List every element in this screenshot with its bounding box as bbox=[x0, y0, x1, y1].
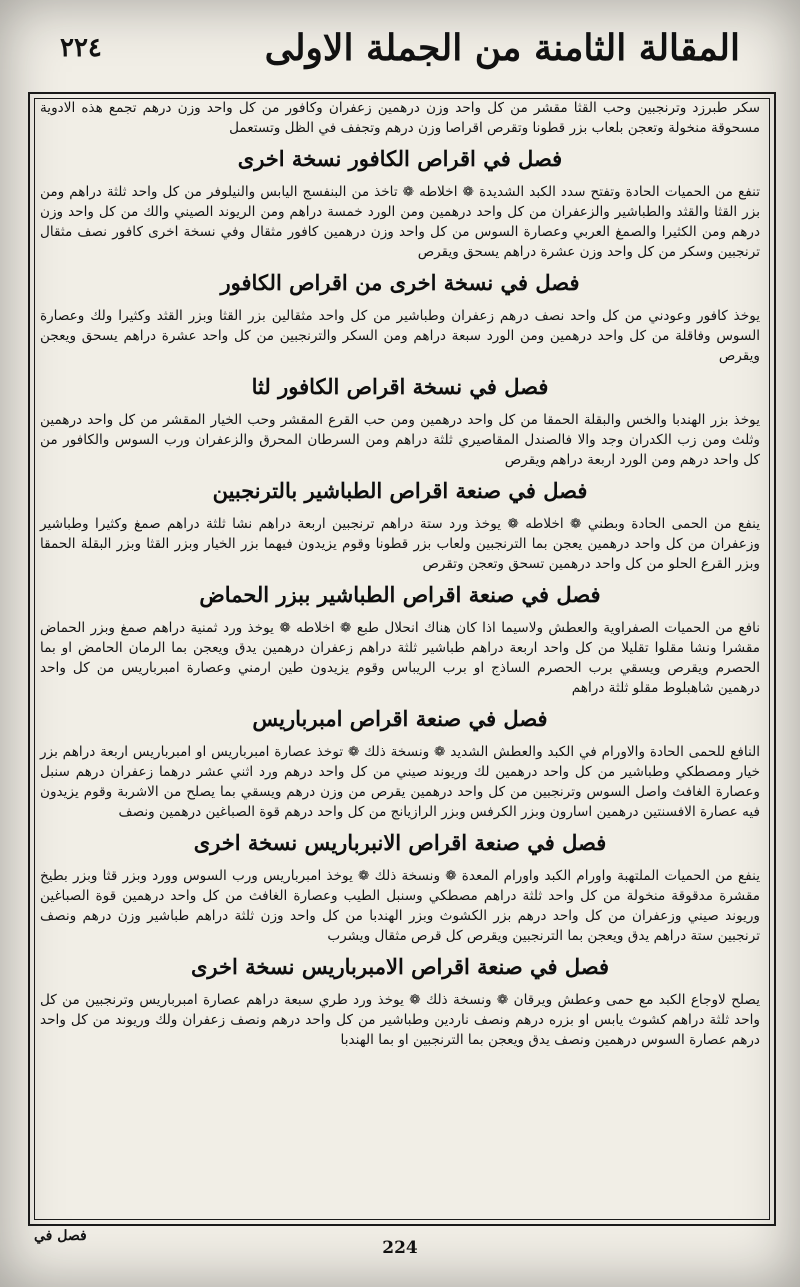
section-heading: فصل في صنعة اقراص امبرباريس bbox=[252, 706, 548, 731]
section-heading: فصل في اقراص الكافور نسخة اخرى bbox=[237, 146, 563, 171]
body-paragraph: سكر طبرزد وترنجبين وحب القثا مقشر من كل واحد وزن درهمين زعفران وكافور من كل واحد وزن درهم تجمع هذه الادوية مسحوقة منخولة وتعجن بلعاب بزر قطونا وتقرص اقراصا وزن درهم وتجفف في الظل وتستعمل bbox=[40, 100, 760, 136]
body-paragraph: ينفع من الحميات الملتهبة واورام الكبد واورام المعدة ❁ ونسخة ذلك ❁ يوخذ امبرباريس ورب السوس وورد وبزر قثا وبزر بطيخ مقشرة مدقوقة منخولة من كل واحد ثلثة دراهم مصطكي وسنبل الطيب وعصارة الغافث من كل واحد درهمين قوة الصباغين وريوند صيني وزعفران من كل واحد درهم بزر الكشوث وبزر الهندبا من كل واحد وزن ثلثة دراهم طباشير وزن درهم ونصف ترنجبين ستة دراهم يدق ويعجن بما الترنجبين ويقرص كل قرص مثقال ويشرب bbox=[40, 868, 760, 944]
chapter-title: المقالة الثامنة من الجملة الاولى bbox=[264, 27, 740, 69]
body-paragraph: ينفع من الحمى الحادة وبطني ❁ اخلاطه ❁ يوخذ ورد ستة دراهم ترنجبين اربعة دراهم نشا ثلثة دراهم صمغ وكثيرا وطباشير وزعفران من كل واحد درهمين يعجن بما الترنجبين ولعاب بزر قطونا وقوم يزيدون فيهما بزر الخيار وبزر القثا وبزر البقلة الحمقا وبزر القرع الحلو من كل واحد درهمين تسحق وتعجن وتقرص bbox=[40, 516, 760, 572]
body-paragraph: يصلح لاوجاع الكبد مع حمى وعطش ويرقان ❁ ونسخة ذلك ❁ يوخذ ورد طري سبعة دراهم عصارة امبرباريس وترنجبين من كل واحد ثلثة دراهم كشوث يابس او بزره درهم ونصف ناردين وطباشير من كل واحد درهم ونصف زعفران ولك وريوند من كل واحد درهم عصارة السوس درهمين ونصف يدق ويعجن بما الترنجبين او بما الهندبا bbox=[40, 992, 760, 1048]
body-paragraph: يوخذ كافور وعودني من كل واحد نصف درهم زعفران وطباشير من كل واحد مثقالين بزر القثا وبزر القثد وكثيرا ولك وعصارة السوس وفاقلة من كل واحد درهمين ومن الورد سبعة دراهم ومن السكر والترنجبين من كل واحد عشرة دراهم يسحق ويعجن ويقرص bbox=[40, 308, 760, 364]
page-body bbox=[40, 98, 760, 1208]
body-paragraph: يوخذ بزر الهندبا والخس والبقلة الحمقا من كل واحد درهمين ومن حب القرع المقشر وحب الخيار المقشر من كل واحد درهمين وثلث ومن زب الكدران وجد والا فالصندل المقاصيري ثلثة دراهم ومن السرطان المحرق والزعفران ورب السوس والكافور من كل واحد درهم ومن الورد اربعة دراهم ويقرص bbox=[40, 412, 760, 468]
section-heading: فصل في نسخة اقراص الكافور لثا bbox=[251, 374, 549, 399]
body-paragraph: تنفع من الحميات الحادة وتفتح سدد الكبد الشديدة ❁ اخلاطه ❁ تاخذ من البنفسج اليابس والنيلوفر من كل واحد ثلثة دراهم ومن بزر القثا والقثد والطباشير والزعفران من كل واحد درهمين ومن الورد خمسة دراهم ومن الريوند الصيني والك من كل واحد وزن درهم ومن الكثيرا والصمغ العربي وعصارة السوس من كل واحد وزن درهمين كافور مثقال وفي نسخة اخرى كافور نصف مثقال ترنجبين وسكر من كل واحد وزن عشرة دراهم يسحق ويقرص bbox=[40, 184, 760, 260]
body-paragraph: نافع من الحميات الصفراوية والعطش ولاسيما اذا كان هناك انحلال طبع ❁ اخلاطه ❁ يوخذ ورد ثمنية دراهم صمغ وبزر الحماض مقشرا ونشا مقلوا تقليلا من كل واحد اربعة دراهم طباشير ثلثة دراهم زعفران درهمين يدق ويعجن بما الرمان الحامض او بما الحصرم ويقرص ويسقي برب الحصرم الساذج او برب الريباس وقوم يزيدون طين ارمني وعصارة امبرباريس من كل واحد درهمين شاهبلوط مقلو ثلثة دراهم bbox=[40, 620, 760, 696]
body-paragraph: النافع للحمى الحادة والاورام في الكبد والعطش الشديد ❁ ونسخة ذلك ❁ توخذ عصارة امبرباريس او امبرباريس اربعة دراهم بزر خيار ومصطكي وطباشير من كل واحد درهمين لك وريوند صيني من كل واحد درهم ورد اثني عشر درهما زعفران درهم سنبل وعصارة الغافث واصل السوس وترنجبين من كل واحد درهمين يقرص من وزن درهم ويسقي بما يصلح من الاشربة وقوم يزيدون فيه عصارة الافسنتين درهمين اسارون وبزر الكرفس وبزر الرازيانج من كل واحد درهم قوة الصباغين درهمين ونصف bbox=[40, 744, 760, 820]
page-number-latin: 224 bbox=[382, 1238, 418, 1258]
catchword: فصل في bbox=[34, 1228, 87, 1244]
section-heading: فصل في صنعة اقراص الانبرباريس نسخة اخرى bbox=[193, 830, 607, 855]
section-heading: فصل في صنعة اقراص الطباشير ببزر الحماض bbox=[199, 582, 601, 607]
section-heading: فصل في صنعة اقراص الامبرباريس نسخة اخرى bbox=[190, 954, 610, 979]
section-heading: فصل في نسخة اخرى من اقراص الكافور bbox=[220, 270, 580, 295]
running-header bbox=[60, 18, 740, 78]
section-heading: فصل في صنعة اقراص الطباشير بالترنجبين bbox=[212, 478, 588, 503]
page-number-arabic: ٢٢٤ bbox=[60, 33, 102, 63]
